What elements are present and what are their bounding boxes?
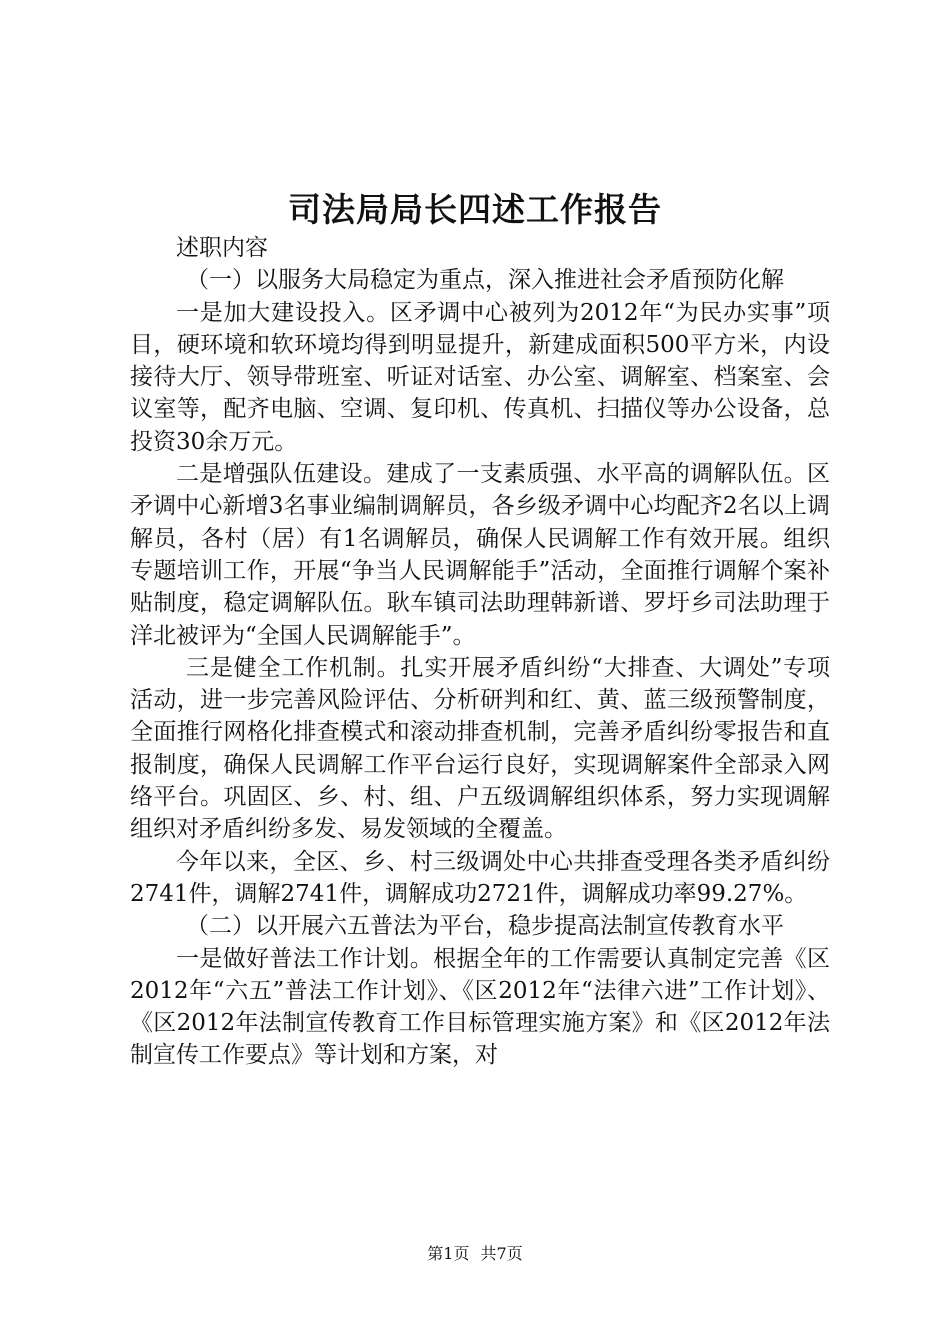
- section-label: 述职内容: [176, 235, 268, 261]
- document-body: [130, 232, 830, 1072]
- paragraph-4: 今年以来，全区、乡、村三级调处中心共排查受理各类矛盾纠纷2741件，调解2741件，调解成功2721件，调解成功率99.27%。: [130, 848, 830, 907]
- paragraph-3: 三是健全工作机制。扎实开展矛盾纠纷“大排查、大调处”专项活动，进一步完善风险评估、分析研判和红、黄、蓝三级预警制度，全面推行网格化排查模式和滚动排查机制，完善矛盾纠纷零报告和直报制度，确保人民调解工作平台运行良好，实现调解案件全部录入网络平台。巩固区、乡、村、组、户五级调解组织体系，努力实现调解组织对矛盾纠纷多发、易发领域的全覆盖。: [130, 654, 830, 843]
- section-heading-1: （一）以服务大局稳定为重点，深入推进社会矛盾预防化解: [186, 267, 784, 294]
- paragraph-5: 一是做好普法工作计划。根据全年的工作需要认真制定完善《区2012年“六五”普法工作计划》、《区2012年“法律六进”工作计划》、《区2012年法制宣传教育工作目标管理实施方案》和《区2012年法制宣传工作要点》等计划和方案，对: [130, 945, 830, 1069]
- section-heading-2: （二）以开展六五普法为平台，稳步提高法制宣传教育水平: [186, 913, 784, 940]
- paragraph-1: 一是加大建设投入。区矛调中心被列为2012年“为民办实事”项目，硬环境和软环境均得到明显提升，新建成面积500平方米，内设接待大厅、领导带班室、听证对话室、办公室、调解室、档案室、会议室等，配齐电脑、空调、复印机、传真机、扫描仪等办公设备，总投资30余万元。: [130, 299, 830, 455]
- page-total: 共7页: [480, 1244, 523, 1263]
- paragraph-2: 二是增强队伍建设。建成了一支素质强、水平高的调解队伍。区矛调中心新增3名事业编制调解员，各乡级矛调中心均配齐2名以上调解员，各村（居）有1名调解员，确保人民调解工作有效开展。组织专题培训工作，开展“争当人民调解能手”活动，全面推行调解个案补贴制度，稳定调解队伍。耿车镇司法助理韩新谱、罗圩乡司法助理于洋北被评为“全国人民调解能手”。: [130, 461, 830, 649]
- page-number: 第1页: [427, 1244, 470, 1263]
- page-footer: [0, 1242, 950, 1266]
- document-title: 司法局局长四述工作报告: [288, 190, 662, 229]
